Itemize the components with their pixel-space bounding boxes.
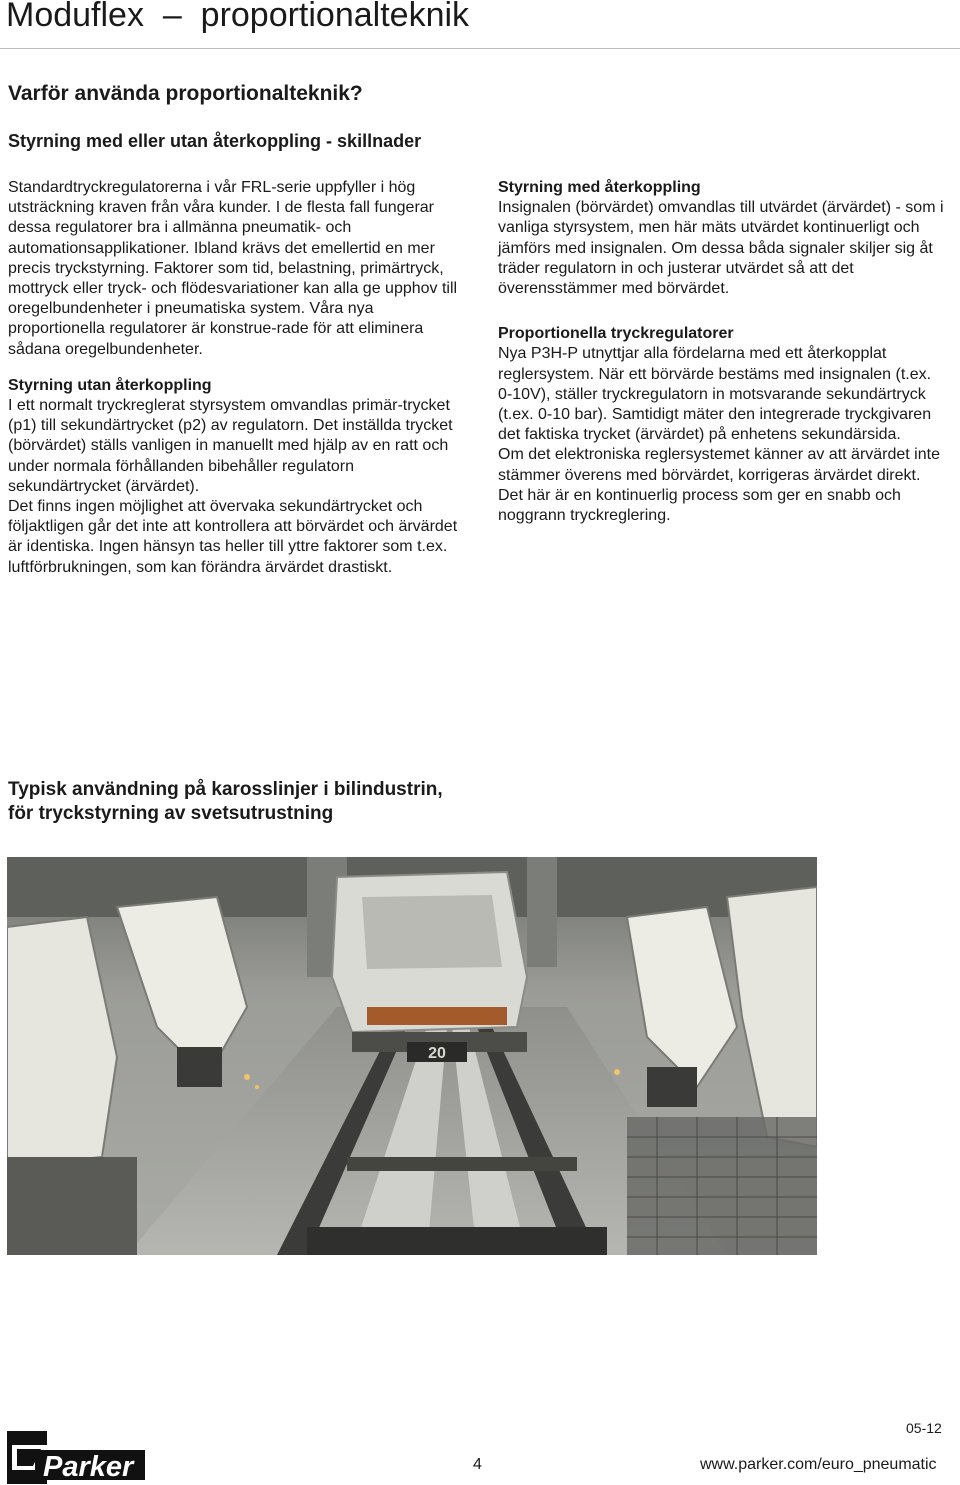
closed-loop-paragraph: Insignalen (börvärdet) omvandlas till utvärdet (ärvärdet) - som i vanliga styrsystem, men här mäts utvärdet kontinuerligt och jämförs med insignalen. Om dessa båda signaler skiljer sig åt träder regulatorn in och justerar utvärdet så att det överensstämmer med börvärdet.: [498, 199, 944, 298]
photo-caption-line-1: Typisk användning på karosslinjer i bilindustrin,: [8, 779, 443, 800]
photo-caption: [8, 778, 528, 826]
section-heading-proportional: Proportionella tryckregulatorer: [498, 325, 734, 343]
assembly-line-photo: [7, 857, 817, 1255]
left-column: [8, 178, 463, 578]
intro-paragraph: Standardtryckregulatorerna i vår FRL-serie uppfyller i hög utsträckning kraven från våra kunder. I de flesta fall fungerar dessa regulatorer bra i allmänna pneumatik- och automationsapplikationer. Ibland krävs det emellertid en mer precis tryckstyrning. Faktorer som tid, belastning, primärtryck, mottryck eller tryck- och flödesvariationer kan alla ge upphov till oregelbundenheter i pneumatiska system. Våra nya proportionella regulatorer är konstrue-rade för att eliminera sådana oregelbundenheter.: [8, 179, 458, 358]
page-number: 4: [473, 1456, 482, 1473]
open-loop-paragraph-2: Det finns ingen möjlighet att övervaka sekundärtrycket och följaktligen går det inte att kontrollera att börvärdet och ärvärdet är identiska. Ingen hänsyn tas heller till yttre faktorer som t.ex. luftförbrukningen, som kan förändra ärvärdet drastiskt.: [8, 498, 458, 576]
parker-logo: [7, 1431, 145, 1484]
open-loop-paragraph-1: I ett normalt tryckreglerat styrsystem omvandlas primär-trycket (p1) till sekundärtrycket (p2) av regulatorn. Det inställda trycket (börvärdet) ställs vanligen in manuellt med hjälp av en ratt och under normala förhållanden bibehåller regulatorn sekundärtrycket (ärvärdet).: [8, 397, 453, 495]
photo-caption-line-2: för tryckstyrning av svetsutrustning: [8, 803, 334, 824]
proportional-paragraph-2: Om det elektroniska reglersystemet känner av att ärvärdet inte stämmer överens med börvärdet, korrigeras ärvärdet direkt. Det här är en kontinuerlig process som ger en snabb och noggrann tryckreglering.: [498, 446, 940, 525]
proportional-paragraph-1: Nya P3H-P utnyttjar alla fördelarna med ett återkopplat reglersystem. När ett börvärde bestäms med insignalen (t.ex. 0-10V), ställer tryckregulatorn in motsvarande sekundärtryck (t.ex. 0-10 bar). Samtidigt mäter den integrerade tryckgivaren det faktiska trycket (ärvärdet) på enhetens sekundärsida.: [498, 345, 932, 444]
main-heading: Varför använda proportionalteknik?: [8, 82, 363, 105]
title-divider: [0, 48, 960, 49]
section-heading-open-loop: Styrning utan återkoppling: [8, 376, 212, 394]
sub-heading: Styrning med eller utan återkoppling - skillnader: [8, 131, 422, 151]
date-code: 05-12: [906, 1420, 942, 1436]
footer-url[interactable]: www.parker.com/euro_pneumatic: [700, 1456, 937, 1473]
section-heading-closed-loop: Styrning med återkoppling: [498, 179, 701, 196]
right-column: [498, 178, 948, 526]
page-title: Moduflex – proportionalteknik: [6, 0, 470, 34]
station-number: 20: [428, 1045, 446, 1062]
parker-logo-text: Parker: [43, 1451, 134, 1483]
